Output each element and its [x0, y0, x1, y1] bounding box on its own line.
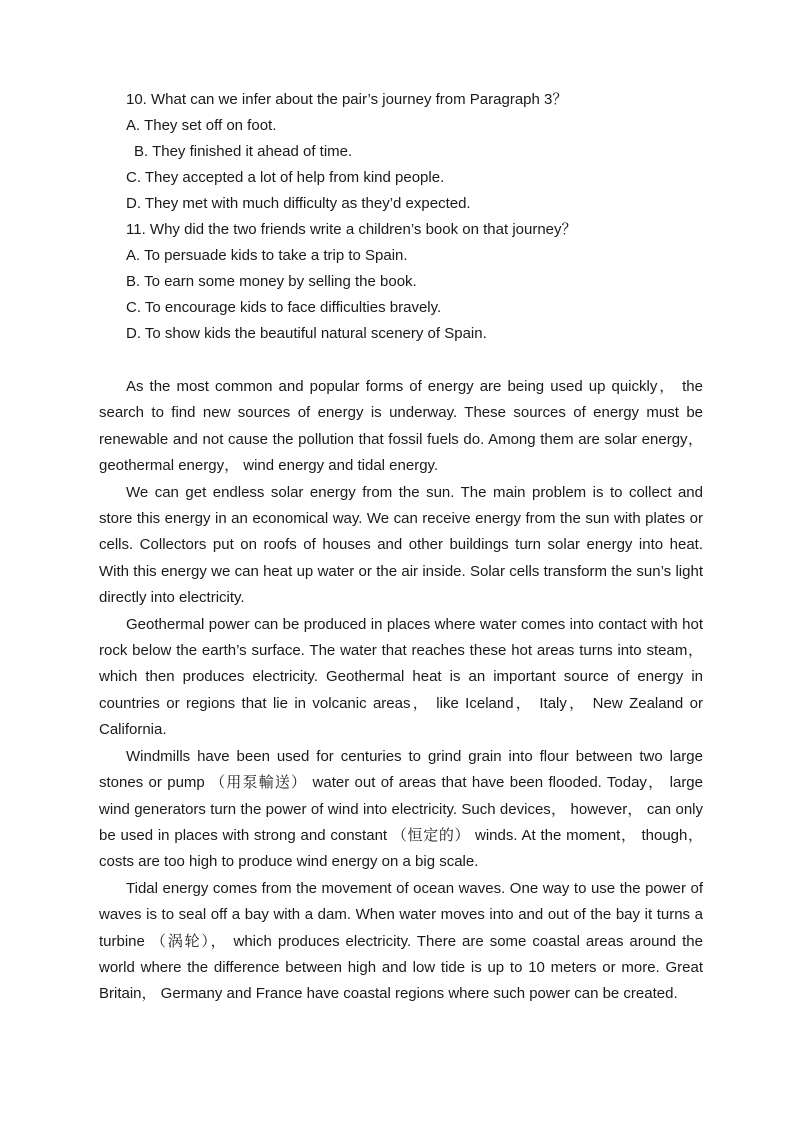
question-10-option-c: C. They accepted a lot of help from kind people.	[126, 169, 445, 186]
reading-passage	[99, 374, 703, 1008]
passage-paragraph-intro: As the most common and popular forms of energy are being used up quickly， the search to find new sources of energy is underway. These sources of energy must be renewable and not cause the pollution that fossil fuels do. Among them are solar energy， geothermal energy， wind energy and tidal energy.	[99, 378, 703, 475]
question-11-stem: 11. Why did the two friends write a children’s book on that journey？	[126, 221, 577, 238]
question-11-option-d: D. To show kids the beautiful natural scenery of Spain.	[126, 325, 487, 342]
question-10-option-a: A. They set off on foot.	[126, 117, 277, 134]
passage-paragraph-wind: Windmills have been used for centuries to grind grain into flour between two large stones or pump （用泵輸送） water out of areas that have been flooded. Today， large wind generators turn the power of wind into electricity. Such devices， however， can only be used in places with strong and constant （恒定的） winds. At the moment， though， costs are too high to produce wind energy on a big scale.	[99, 747, 703, 871]
question-10-option-d: D. They met with much difficulty as they’d expected.	[126, 195, 471, 212]
question-10-option-b: B. They finished it ahead of time.	[134, 143, 353, 160]
question-11-option-b: B. To earn some money by selling the book.	[126, 273, 417, 290]
passage-paragraph-solar: We can get endless solar energy from the sun. The main problem is to collect and store this energy in an economical way. We can receive energy from the sun with plates or cells. Collectors put on roofs of houses and other buildings turn solar energy into heat. With this energy we can heat up water or the air inside. Solar cells transform the sun’s light directly into electricity.	[99, 483, 703, 607]
question-block	[126, 87, 726, 347]
question-10-stem: 10. What can we infer about the pair’s journey from Paragraph 3？	[126, 91, 568, 108]
passage-paragraph-geothermal: Geothermal power can be produced in places where water comes into contact with hot rock below the earth’s surface. The water that reaches these hot areas turns into steam， which then produces electricity. Geothermal heat is an important source of energy in countries or regions that lie in volcanic areas， like Iceland， Italy， New Zealand or California.	[99, 615, 703, 739]
passage-paragraph-tidal: Tidal energy comes from the movement of ocean waves. One way to use the power of waves is to seal off a bay with a dam. When water moves into and out of the bay it turns a turbine （涡轮）， which produces electricity. There are some coastal areas around the world where the difference between high and low tide is up to 10 meters or more. Great Britain， Germany and France have coastal regions where such power can be created.	[99, 879, 703, 1003]
question-11-option-c: C. To encourage kids to face difficulties bravely.	[126, 299, 442, 316]
question-11-option-a: A. To persuade kids to take a trip to Spain.	[126, 247, 408, 264]
